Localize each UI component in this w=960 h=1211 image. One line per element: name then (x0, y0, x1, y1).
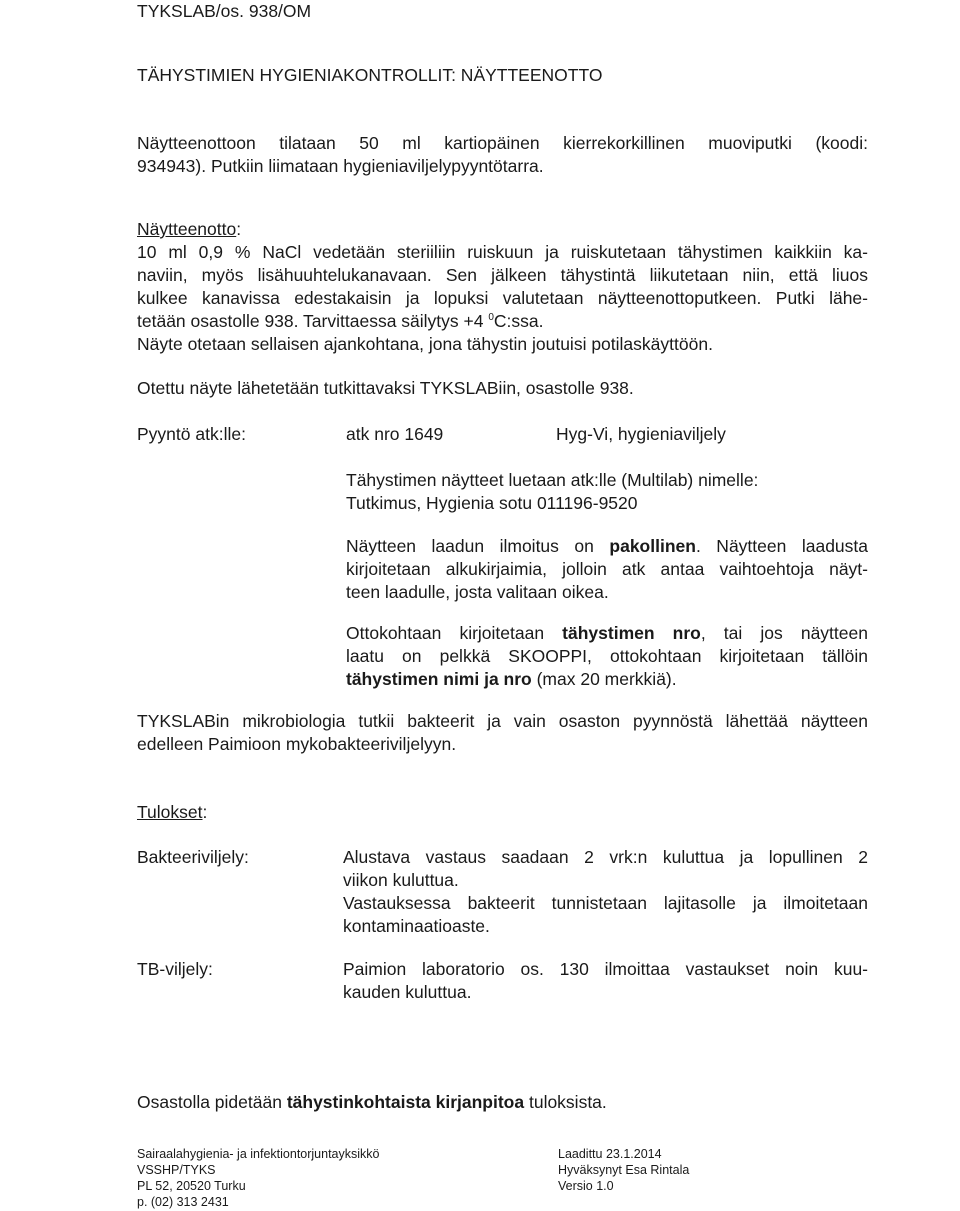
quality-line: kirjoitetaan alkukirjaimia, jolloin atk antaa vaihtoehtoja näyt- (346, 559, 868, 579)
sampling-heading (137, 218, 868, 241)
results-heading-colon: : (202, 802, 208, 822)
intro-line: 934943). Putkiin liimataan hygieniaviljelypyyntötarra. (137, 156, 544, 176)
footer-right (558, 1146, 689, 1194)
tb-line: Paimion laboratorio os. 130 ilmoittaa vastaukset noin kuu- (343, 959, 868, 979)
storage-unit: C:ssa. (493, 311, 544, 331)
footer-left (137, 1146, 380, 1210)
sampling-line: naviin, myös lisähuuhtelukanavaan. Sen jälkeen tähystintä liikutetaan niin, että liuos (137, 265, 868, 285)
closing-text: tuloksista. (524, 1092, 607, 1112)
sampling-heading-colon: : (236, 219, 242, 239)
sample-site-text: (max 20 merkkiä). (531, 669, 677, 689)
sampling-section (137, 218, 868, 356)
request-label: Pyyntö atk:lle: (137, 424, 246, 444)
quality-text: . Näytteen laadusta (695, 536, 869, 556)
request-name: Hyg-Vi, hygieniaviljely (556, 424, 726, 444)
closing-bold: tähystinkohtaista kirjanpitoa (286, 1092, 525, 1112)
sampling-line: kulkee kanavissa edestakaisin ja lopuksi valutetaan näytteenottoputkeen. Putki lähe- (137, 288, 868, 308)
footer-org: VSSHP/TYKS (137, 1163, 216, 1177)
bacteria-result (343, 846, 868, 938)
sampling-line: 10 ml 0,9 % NaCl vedetään steriiliin ruiskuun ja ruiskutetaan tähystimen kaikkiin ka- (137, 242, 868, 262)
sampling-line: Näyte otetaan sellaisen ajankohtana, jona tähystin joutuisi potilaskäyttöön. (137, 334, 713, 354)
atk-info-line: Tutkimus, Hygienia sotu 011196-9520 (346, 493, 638, 513)
closing-text: Osastolla pidetään (137, 1092, 287, 1112)
footer-version: Versio 1.0 (558, 1179, 614, 1193)
quality-mandatory: pakollinen (609, 536, 696, 556)
sample-site-line: laatu on pelkkä SKOOPPI, ottokohtaan kirjoitetaan tällöin (346, 646, 868, 666)
quality-text: Näytteen laadun ilmoitus on (346, 536, 610, 556)
bacteria-label: Bakteeriviljely: (137, 847, 249, 867)
results-heading (137, 801, 207, 824)
footer-phone: p. (02) 313 2431 (137, 1195, 229, 1209)
document-title: TÄHYSTIMIEN HYGIENIAKONTROLLIT: NÄYTTEENOTTO (137, 65, 603, 85)
footer-unit: Sairaalahygienia- ja infektiontorjuntayksikkö (137, 1147, 380, 1161)
intro-paragraph (137, 132, 868, 178)
sent-text: Otettu näyte lähetetään tutkittavaksi TYKSLABiin, osastolle 938. (137, 378, 634, 398)
sampling-heading-text: Näytteenotto (137, 219, 237, 239)
sample-site-text: Ottokohtaan kirjoitetaan (346, 623, 563, 643)
storage-text: tetään osastolle 938. Tarvittaessa säilytys +4 (137, 311, 489, 331)
atk-info-line: Tähystimen näytteet luetaan atk:lle (Multilab) nimelle: (346, 470, 759, 490)
sample-site-text: , tai jos näytteen (700, 623, 868, 643)
document-reference: TYKSLAB/os. 938/OM (137, 1, 312, 21)
tb-label: TB-viljely: (137, 959, 213, 979)
sample-site-note (346, 622, 868, 691)
forward-line: TYKSLABin mikrobiologia tutkii bakteerit ja vain osaston pyynnöstä lähettää näytteen (137, 711, 868, 731)
sample-site-bold: tähystimen nro (562, 623, 701, 643)
sample-site-line (346, 622, 868, 645)
sample-site-bold: tähystimen nimi ja nro (346, 669, 532, 689)
bacteria-line: Alustava vastaus saadaan 2 vrk:n kuluttua ja lopullinen 2 (343, 847, 868, 867)
tb-result (343, 958, 868, 1004)
footer-approved: Hyväksynyt Esa Rintala (558, 1163, 690, 1177)
quality-line (346, 535, 868, 558)
bacteria-line: kontaminaatioaste. (343, 916, 490, 936)
sample-site-line (346, 668, 868, 691)
degree-superscript: 0 (488, 312, 494, 324)
closing-note (137, 1091, 607, 1114)
bacteria-line: Vastauksessa bakteerit tunnistetaan lajitasolle ja ilmoitetaan (343, 893, 868, 913)
results-heading-text: Tulokset (137, 802, 203, 822)
footer-address: PL 52, 20520 Turku (137, 1179, 246, 1193)
intro-line: Näytteenottoon tilataan 50 ml kartiopäinen kierrekorkillinen muoviputki (koodi: (137, 133, 868, 153)
tb-line: kauden kuluttua. (343, 982, 472, 1002)
sampling-line (137, 310, 868, 333)
quality-line: teen laadulle, josta valitaan oikea. (346, 582, 609, 602)
quality-note (346, 535, 868, 604)
footer-created: Laadittu 23.1.2014 (558, 1147, 662, 1161)
request-code: atk nro 1649 (346, 424, 444, 444)
atk-info (346, 469, 868, 515)
bacteria-line: viikon kuluttua. (343, 870, 459, 890)
forward-line: edelleen Paimioon mykobakteeriviljelyyn. (137, 734, 457, 754)
forward-paragraph (137, 710, 868, 756)
